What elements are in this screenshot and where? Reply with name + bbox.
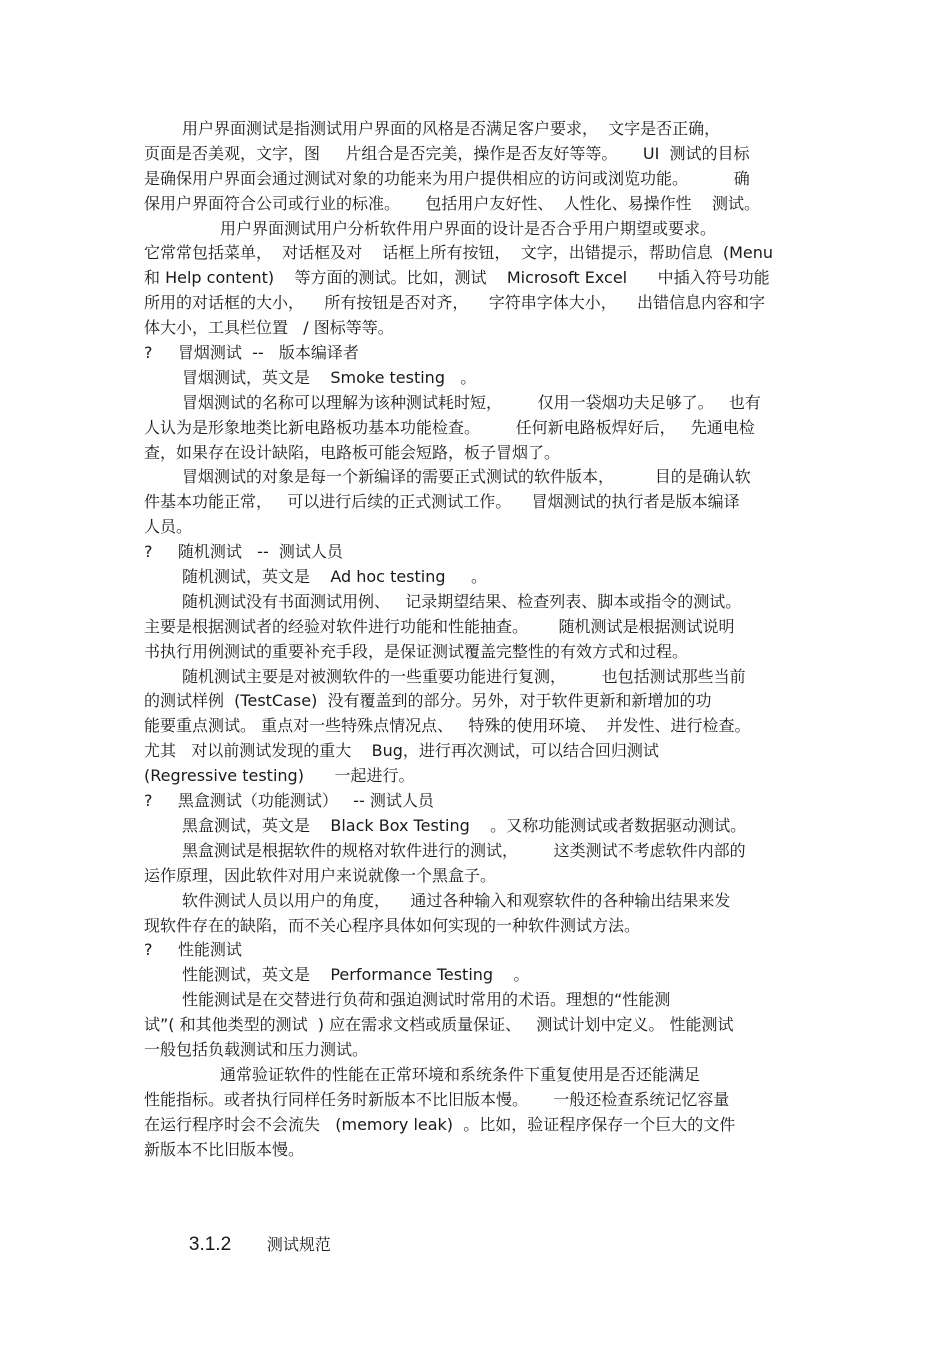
text-line: 所用的对话框的大小， 所有按钮是否对齐， 字符串字体大小， 出错信息内容和字 <box>144 293 766 313</box>
text-line: 新版本不比旧版本慢。 <box>144 1139 305 1159</box>
text-line: 随机测试，英文是 Ad hoc testing 。 <box>182 567 487 587</box>
text-line: 是确保用户界面会通过测试对象的功能来为用户提供相应的访问或浏览功能。 确 <box>144 168 750 188</box>
text-line: 它常常包括菜单， 对话框及对 话框上所有按钮， 文字，出错提示，帮助信息 (Menu <box>144 243 774 263</box>
text-line: 现软件存在的缺陷，而不关心程序具体如何实现的一种软件测试方法。 <box>144 915 641 935</box>
text-line: 性能测试，英文是 Performance Testing 。 <box>182 965 530 985</box>
text-line: 体大小，工具栏位置 / 图标等等。 <box>144 318 394 338</box>
text-line: ? 冒烟测试 -- 版本编译者 <box>144 343 359 363</box>
section-heading <box>166 1203 331 1255</box>
text-line: 性能测试是在交替进行负荷和强迫测试时常用的术语。理想的“性能测 <box>182 990 671 1010</box>
text-line: ? 黑盒测试（功能测试） -- 测试人员 <box>144 791 434 811</box>
text-line: 试”( 和其他类型的测试 ) 应在需求文档或质量保证、 测试计划中定义。 性能测试 <box>144 1015 734 1035</box>
text-line: 的测试样例 (TestCase) 没有覆盖到的部分。另外，对于软件更新和新增加的功 <box>144 691 712 711</box>
text-line: 页面是否美观，文字，图 片组合是否完美，操作是否友好等等。 UI 测试的目标 <box>144 143 750 163</box>
text-line: 在运行程序时会不会流失 (memory leak) 。比如，验证程序保存一个巨大的文件 <box>144 1114 736 1134</box>
text-line: 件基本功能正常， 可以进行后续的正式测试工作。 冒烟测试的执行者是版本编译 <box>144 492 740 512</box>
text-line: 尤其 对以前测试发现的重大 Bug，进行再次测试，可以结合回归测试 <box>144 741 659 761</box>
text-line: 黑盒测试，英文是 Black Box Testing 。又称功能测试或者数据驱动测试。 <box>182 815 747 835</box>
text-line: 用户界面测试用户分析软件用户界面的设计是否合乎用户期望或要求。 <box>220 218 717 238</box>
text-line: ? 性能测试 <box>144 940 242 960</box>
text-line: 冒烟测试的名称可以理解为该种测试耗时短， 仅用一袋烟功夫足够了。 也有 <box>182 392 761 412</box>
text-line: ? 随机测试 -- 测试人员 <box>144 542 343 562</box>
text-line: 人员。 <box>144 517 193 537</box>
text-line: 用户界面测试是指测试用户界面的风格是否满足客户要求， 文字是否正确， <box>182 119 721 138</box>
text-line: 随机测试主要是对被测软件的一些重要功能进行复测， 也包括测试那些当前 <box>182 666 746 686</box>
section-title: 测试规范 <box>266 1235 331 1254</box>
body-text <box>144 117 814 1162</box>
text-line: 运作原理，因此软件对用户来说就像一个黑盒子。 <box>144 865 497 885</box>
text-line: 保用户界面符合公司或行业的标准。 包括用户友好性、 人性化、易操作性 测试。 <box>144 193 760 213</box>
text-line: 人认为是形象地类比新电路板功基本功能检查。 任何新电路板焊好后， 先通电检 <box>144 417 755 437</box>
text-line: 通常验证软件的性能在正常环境和系统条件下重复使用是否还能满足 <box>220 1064 701 1084</box>
text-line: 查，如果存在设计缺陷，电路板可能会短路，板子冒烟了。 <box>144 442 561 462</box>
text-line: 黑盒测试是根据软件的规格对软件进行的测试， 这类测试不考虑软件内部的 <box>182 840 746 860</box>
text-line: 主要是根据测试者的经验对软件进行功能和性能抽查。 随机测试是根据测试说明 <box>144 616 735 636</box>
text-line: (Regressive testing) 一起进行。 <box>144 766 415 786</box>
text-line: 性能指标。或者执行同样任务时新版本不比旧版本慢。 一般还检查系统记忆容量 <box>144 1089 730 1109</box>
text-line: 和 Help content) 等方面的测试。比如，测试 Microsoft Excel 中插入符号功能 <box>144 268 770 288</box>
text-line: 能要重点测试。 重点对一些特殊点情况点、 特殊的使用环境、 并发性、进行检查。 <box>144 716 751 736</box>
text-line: 软件测试人员以用户的角度， 通过各种输入和观察软件的各种输出结果来发 <box>182 890 731 910</box>
text-line: 随机测试没有书面测试用例、 记录期望结果、检查列表、脚本或指令的测试。 <box>182 591 742 611</box>
text-line: 冒烟测试的对象是每一个新编译的需要正式测试的软件版本， 目的是确认软 <box>182 467 751 487</box>
text-line: 冒烟测试，英文是 Smoke testing 。 <box>182 367 477 387</box>
text-line: 书执行用例测试的重要补充手段，是保证测试覆盖完整性的有效方式和过程。 <box>144 641 689 661</box>
text-line: 一般包括负载测试和压力测试。 <box>144 1039 369 1059</box>
section-number: 3.1.2 <box>188 1234 232 1255</box>
